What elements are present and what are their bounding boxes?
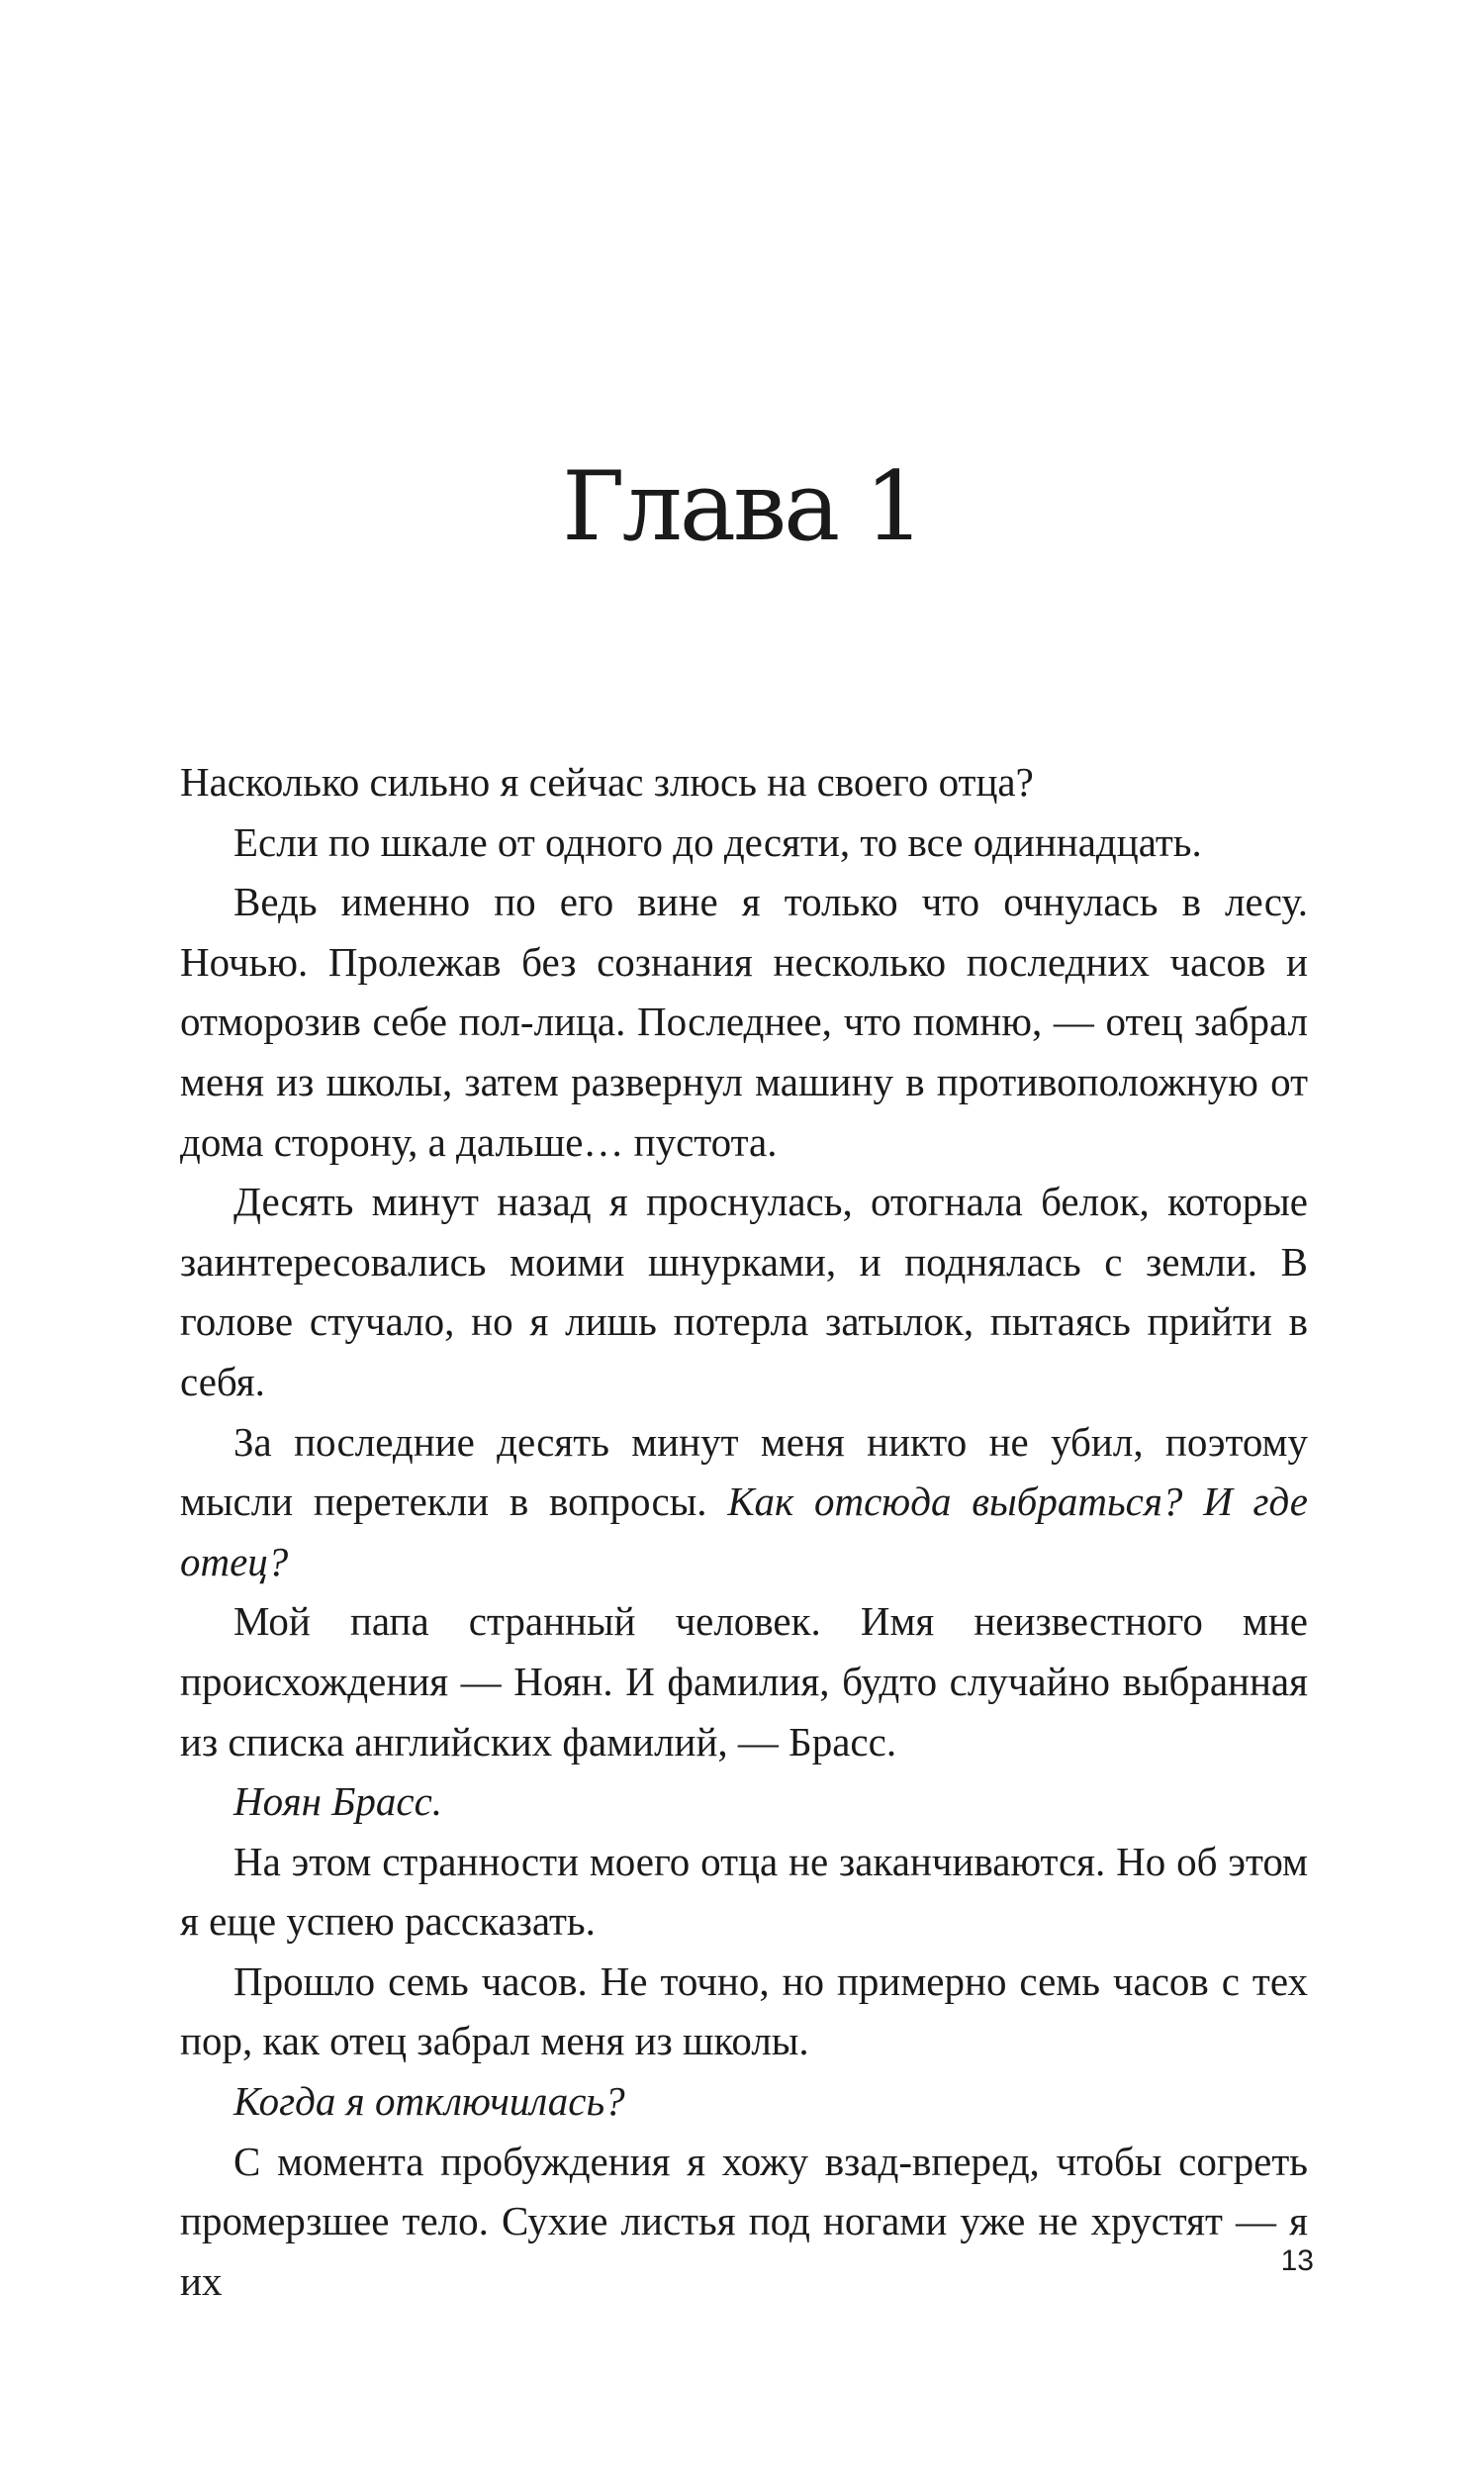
paragraph: На этом странности моего отца не заканчиваются. Но об этом я еще успею рассказать. [180,1838,1308,1945]
paragraph-italic: Когда я отключилась? [233,2078,625,2125]
chapter-title: Глава 1 [562,451,922,562]
chapter-body [180,752,1308,2311]
paragraph: Прошло семь часов. Не точно, но примерно семь часов с тех пор, как отец забрал меня из школы. [180,1957,1308,2064]
paragraph: Десять минут назад я проснулась, отогнала белок, которые заинтересовались моими шнурками, и поднялась с земли. В голове стучало, но я лишь потерла затылок, пытаясь прийти в себя. [180,1179,1308,1404]
paragraph: С момента пробуждения я хожу взад-вперед, чтобы согреть промерзшее тело. Сухие листья под ногами уже не хрустят — я их [180,2138,1308,2304]
paragraph-italic-text: Как отсюда выбраться? И где отец? [180,1478,1308,1584]
paragraph: Ведь именно по его вине я только что очнулась в лесу. Ночью. Пролежав без сознания несколько последних часов и отморозив себе пол-лица. Последнее, что помню, — отец забрал меня из школы, затем развернул машину в противоположную от дома сторону, а дальше… пустота. [180,879,1308,1165]
paragraph: Насколько сильно я сейчас злюсь на своего отца? [180,759,1034,805]
paragraph-mixed [180,1412,1308,1592]
paragraph-italic: Ноян Брасс. [233,1778,443,1825]
paragraph-text: За последние десять минут меня никто не убил, поэтому мысли перетекли в вопросы. [180,1418,1308,1525]
paragraph: Мой папа странный человек. Имя неизвестного мне происхождения — Ноян. И фамилия, будто случайно выбранная из списка английских фамилий, — Брасс. [180,1598,1308,1764]
paragraph: Если по шкале от одного до десяти, то все одиннадцать. [233,818,1202,865]
page-number: 13 [1280,2244,1314,2277]
